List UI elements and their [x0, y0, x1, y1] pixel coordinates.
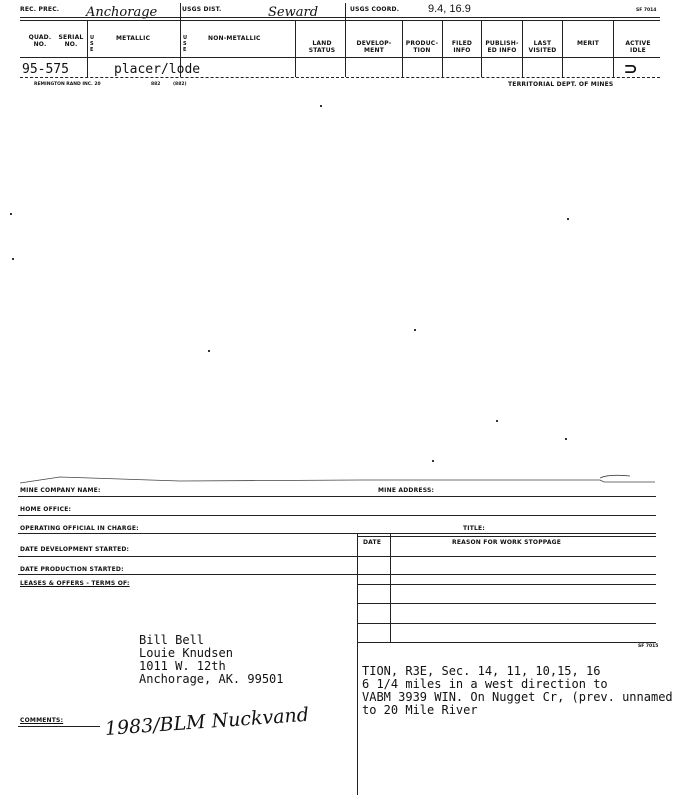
owner-line-3: 1011 W. 12th	[139, 659, 226, 673]
top-line-2	[20, 20, 660, 21]
col-use-1: U S E	[90, 35, 95, 53]
leases-label: LEASES & OFFERS - TERMS OF:	[20, 580, 130, 587]
quad-serial-value: 95-575	[22, 62, 69, 77]
line-r4	[357, 642, 656, 643]
mine-address-label: MINE ADDRESS:	[378, 487, 435, 494]
usgs-dist-value: Seward	[268, 5, 319, 20]
owner-block	[139, 634, 284, 686]
usgs-coord-label: USGS COORD.	[350, 6, 400, 13]
col-use-2: U S E	[183, 35, 188, 53]
line-r1	[357, 584, 656, 585]
col-filed-info: FILED INFO	[451, 40, 473, 54]
vline-bottom-1	[357, 533, 358, 795]
line-company	[18, 496, 656, 497]
location-notes	[362, 665, 673, 717]
line-home	[18, 515, 656, 516]
owner-line-1: Bill Bell	[139, 633, 205, 647]
code-a: 882	[151, 82, 161, 87]
col-land-status: LAND STATUS	[308, 40, 336, 54]
usgs-coord-value: 9.4, 16.9	[428, 3, 471, 15]
operating-official-label: OPERATING OFFICIAL IN CHARGE:	[20, 525, 139, 532]
code-b: (882)	[173, 82, 187, 87]
form-code-bottom: SF 7015	[638, 644, 659, 649]
line-r3	[357, 623, 656, 624]
line-date-prod	[18, 574, 656, 575]
location-line-1: TION, R3E, Sec. 14, 11, 10,15, 16	[362, 664, 601, 678]
vline-4	[345, 3, 346, 77]
vline-9	[562, 20, 563, 77]
rec-prec-label: REC. PREC.	[20, 6, 60, 13]
vline-7	[481, 20, 482, 77]
home-office-label: HOME OFFICE:	[20, 506, 72, 513]
col-published-info: PUBLISH-ED INFO	[485, 40, 519, 54]
active-mark: ⊃	[624, 61, 638, 78]
col-metallic: METALLIC	[116, 35, 151, 42]
col-merit: MERIT	[576, 40, 599, 47]
territorial-text: TERRITORIAL DEPT. OF MINES	[508, 81, 614, 88]
owner-line-4: Anchorage, AK. 99501	[139, 672, 284, 686]
col-non-metallic: NON-METALLIC	[208, 35, 261, 42]
top-line-4	[20, 77, 660, 78]
vline-bottom-2	[390, 533, 391, 642]
vline-8	[522, 20, 523, 77]
top-line-3	[20, 57, 660, 58]
col-active-idle: ACTIVE IDLE	[625, 40, 651, 54]
vline-6	[442, 20, 443, 77]
line-date-dev	[18, 556, 656, 557]
mine-company-label: MINE COMPANY NAME:	[20, 487, 101, 494]
col-quad-no: QUAD. NO.	[28, 34, 52, 48]
form-code-top: SF 7014	[636, 8, 657, 13]
handwritten-comment: 1983/BLM Nuckvand	[104, 703, 310, 740]
vline-5	[402, 20, 403, 77]
rec-prec-value: Anchorage	[86, 5, 158, 20]
comments-label: COMMENTS:	[20, 717, 64, 724]
vline-3	[295, 20, 296, 77]
line-r2	[357, 603, 656, 604]
date-col-label: DATE	[363, 539, 382, 546]
line-official-b	[357, 536, 656, 537]
card-edge	[0, 468, 678, 488]
col-production: PRODUC-TION	[405, 40, 439, 54]
line-official	[18, 533, 656, 534]
line-comments	[18, 726, 100, 727]
date-dev-label: DATE DEVELOPMENT STARTED:	[20, 546, 130, 553]
col-last-visited: LAST VISITED	[528, 40, 557, 54]
reason-label: REASON FOR WORK STOPPAGE	[452, 539, 562, 546]
col-development: DEVELOP-MENT	[356, 40, 392, 54]
date-prod-label: DATE PRODUCTION STARTED:	[20, 566, 124, 573]
location-line-4: to 20 Mile River	[362, 703, 478, 717]
usgs-dist-label: USGS DIST.	[182, 6, 222, 13]
owner-line-2: Louie Knudsen	[139, 646, 233, 660]
col-serial-no: SERIAL NO.	[58, 34, 84, 48]
top-line-1	[20, 17, 660, 18]
remington-text: REMINGTON RAND INC. 20	[34, 82, 101, 87]
vline-10	[613, 20, 614, 77]
vline-1	[87, 20, 88, 77]
location-line-2: 6 1/4 miles in a west direction to	[362, 677, 608, 691]
location-line-3: VABM 3939 WIN. On Nugget Cr, (prev. unnamed	[362, 690, 673, 704]
title-label: TITLE:	[463, 525, 485, 532]
metallic-value: placer/lode	[114, 62, 201, 77]
